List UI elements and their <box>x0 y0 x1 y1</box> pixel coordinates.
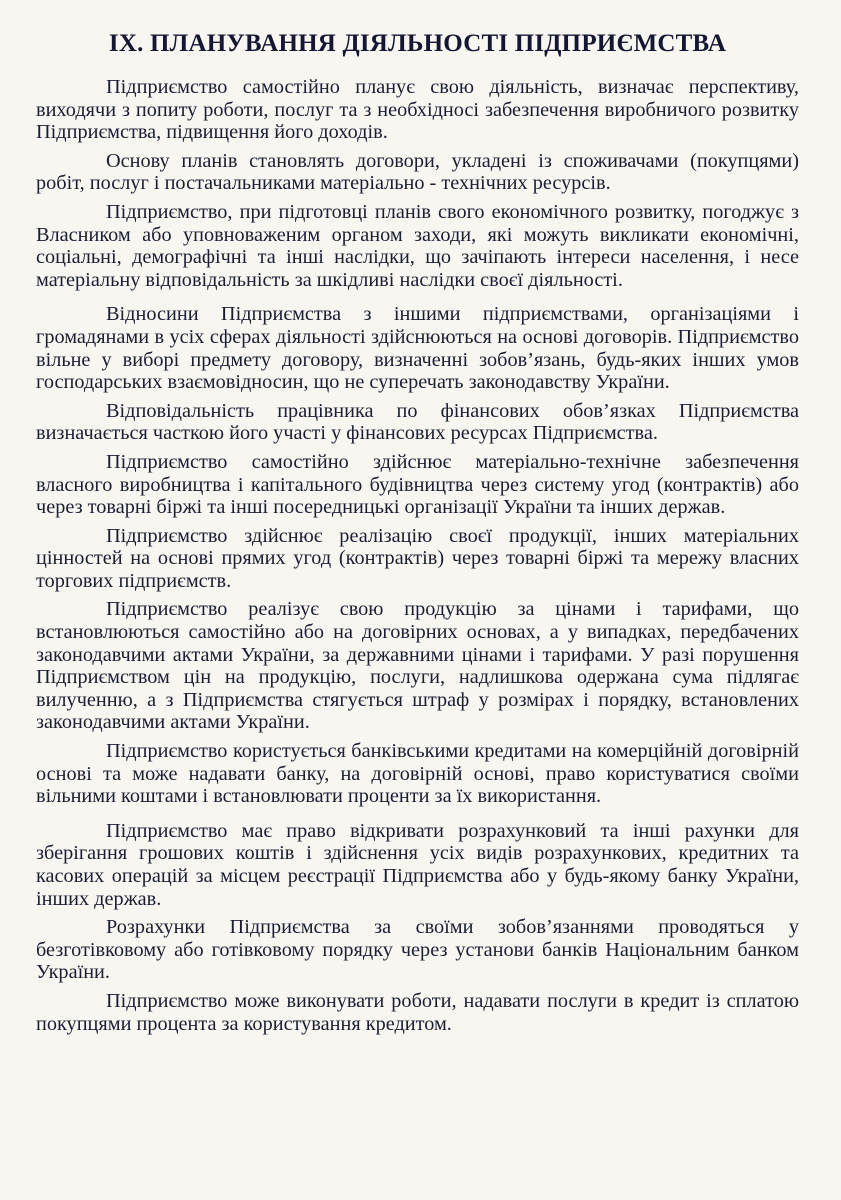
paragraph-credits: Підприємство користується банківськими кредитами на комерційній договірній основі та може надавати банку, на договірній основі, право користуватися своїми вільними коштами і встановлювати проценти за їх використання. <box>36 740 799 808</box>
paragraph-plan-basis: Основу планів становлять договори, укладені із споживачами (покупцями) робіт, послуг і постачальниками матеріально - технічних ресурсів. <box>36 149 799 195</box>
paragraph-sales: Підприємство здійснює реалізацію своєї продукції, інших матеріальних цінностей на основі прямих угод (контрактів) через товарні біржі та мережу власних торгових підприємств. <box>36 524 799 592</box>
paragraph-accounts: Підприємство має право відкривати розрахунковий та інші рахунки для зберігання грошових коштів і здійснення усіх видів розрахункових, кредитних та касових операцій за місцем реєстрації Підприємства або у будь-якому банку України, інших держав. <box>36 819 799 910</box>
document-title: IX. ПЛАНУВАННЯ ДІЯЛЬНОСТІ ПІДПРИЄМСТВА <box>108 30 727 57</box>
paragraph-relations: Відносини Підприємства з іншими підприємствами, організаціями і громадянами в усіх сферах діяльності здійснюються на основі договорів. Підприємство вільне у виборі предмету договору, визначенні зобов’язань, будь-яких інших умов господарських взаємовідносин, що не суперечать законодавству України. <box>36 303 799 394</box>
paragraph-owner-coordination: Підприємство, при підготовці планів свого економічного розвитку, погоджує з Власником або уповноваженим органом заходи, які можуть викликати економічні, соціальні, демографічні та інші наслідки, що зачіпають інтереси населення, і несе матеріальну відповідальність за шкідливі наслідки своєї діяльності. <box>36 200 799 291</box>
paragraph-responsibility: Відповідальність працівника по фінансових обов’язках Підприємства визначається часткою його участі у фінансових ресурсах Підприємства. <box>36 399 799 445</box>
paragraph-supply: Підприємство самостійно здійснює матеріально-технічне забезпечення власного виробництва і капітального будівництва через систему угод (контрактів) або через товарні біржі та інші посередницькі організації України та інших держав. <box>36 450 799 519</box>
paragraph-prices: Підприємство реалізує свою продукцію за цінами і тарифами, що встановлюються самостійно або на договірних основах, а у випадках, передбачених законодавчими актами України, за державними цінами і тарифами. У разі порушення Підприємством цін на продукцію, послуги, надлишкова одержана сума підлягає вилученню, а з Підприємства стягується штраф у розмірах і порядку, встановлених законодавчими актами України. <box>36 598 799 734</box>
paragraph-planning: Підприємство самостійно планує свою діяльність, визначає перспективу, виходячи з попиту роботи, послуг та з необхідносі забезпечення виробничого розвитку Підприємства, підвищення його доходів. <box>36 76 799 144</box>
paragraph-settlements: Розрахунки Підприємства за своїми зобов’язаннями проводяться у безготівковому або готівковому порядку через установи банків Національним банком України. <box>36 916 799 984</box>
paragraph-credit-services: Підприємство може виконувати роботи, надавати послуги в кредит із сплатою покупцями процента за користування кредитом. <box>36 989 799 1035</box>
